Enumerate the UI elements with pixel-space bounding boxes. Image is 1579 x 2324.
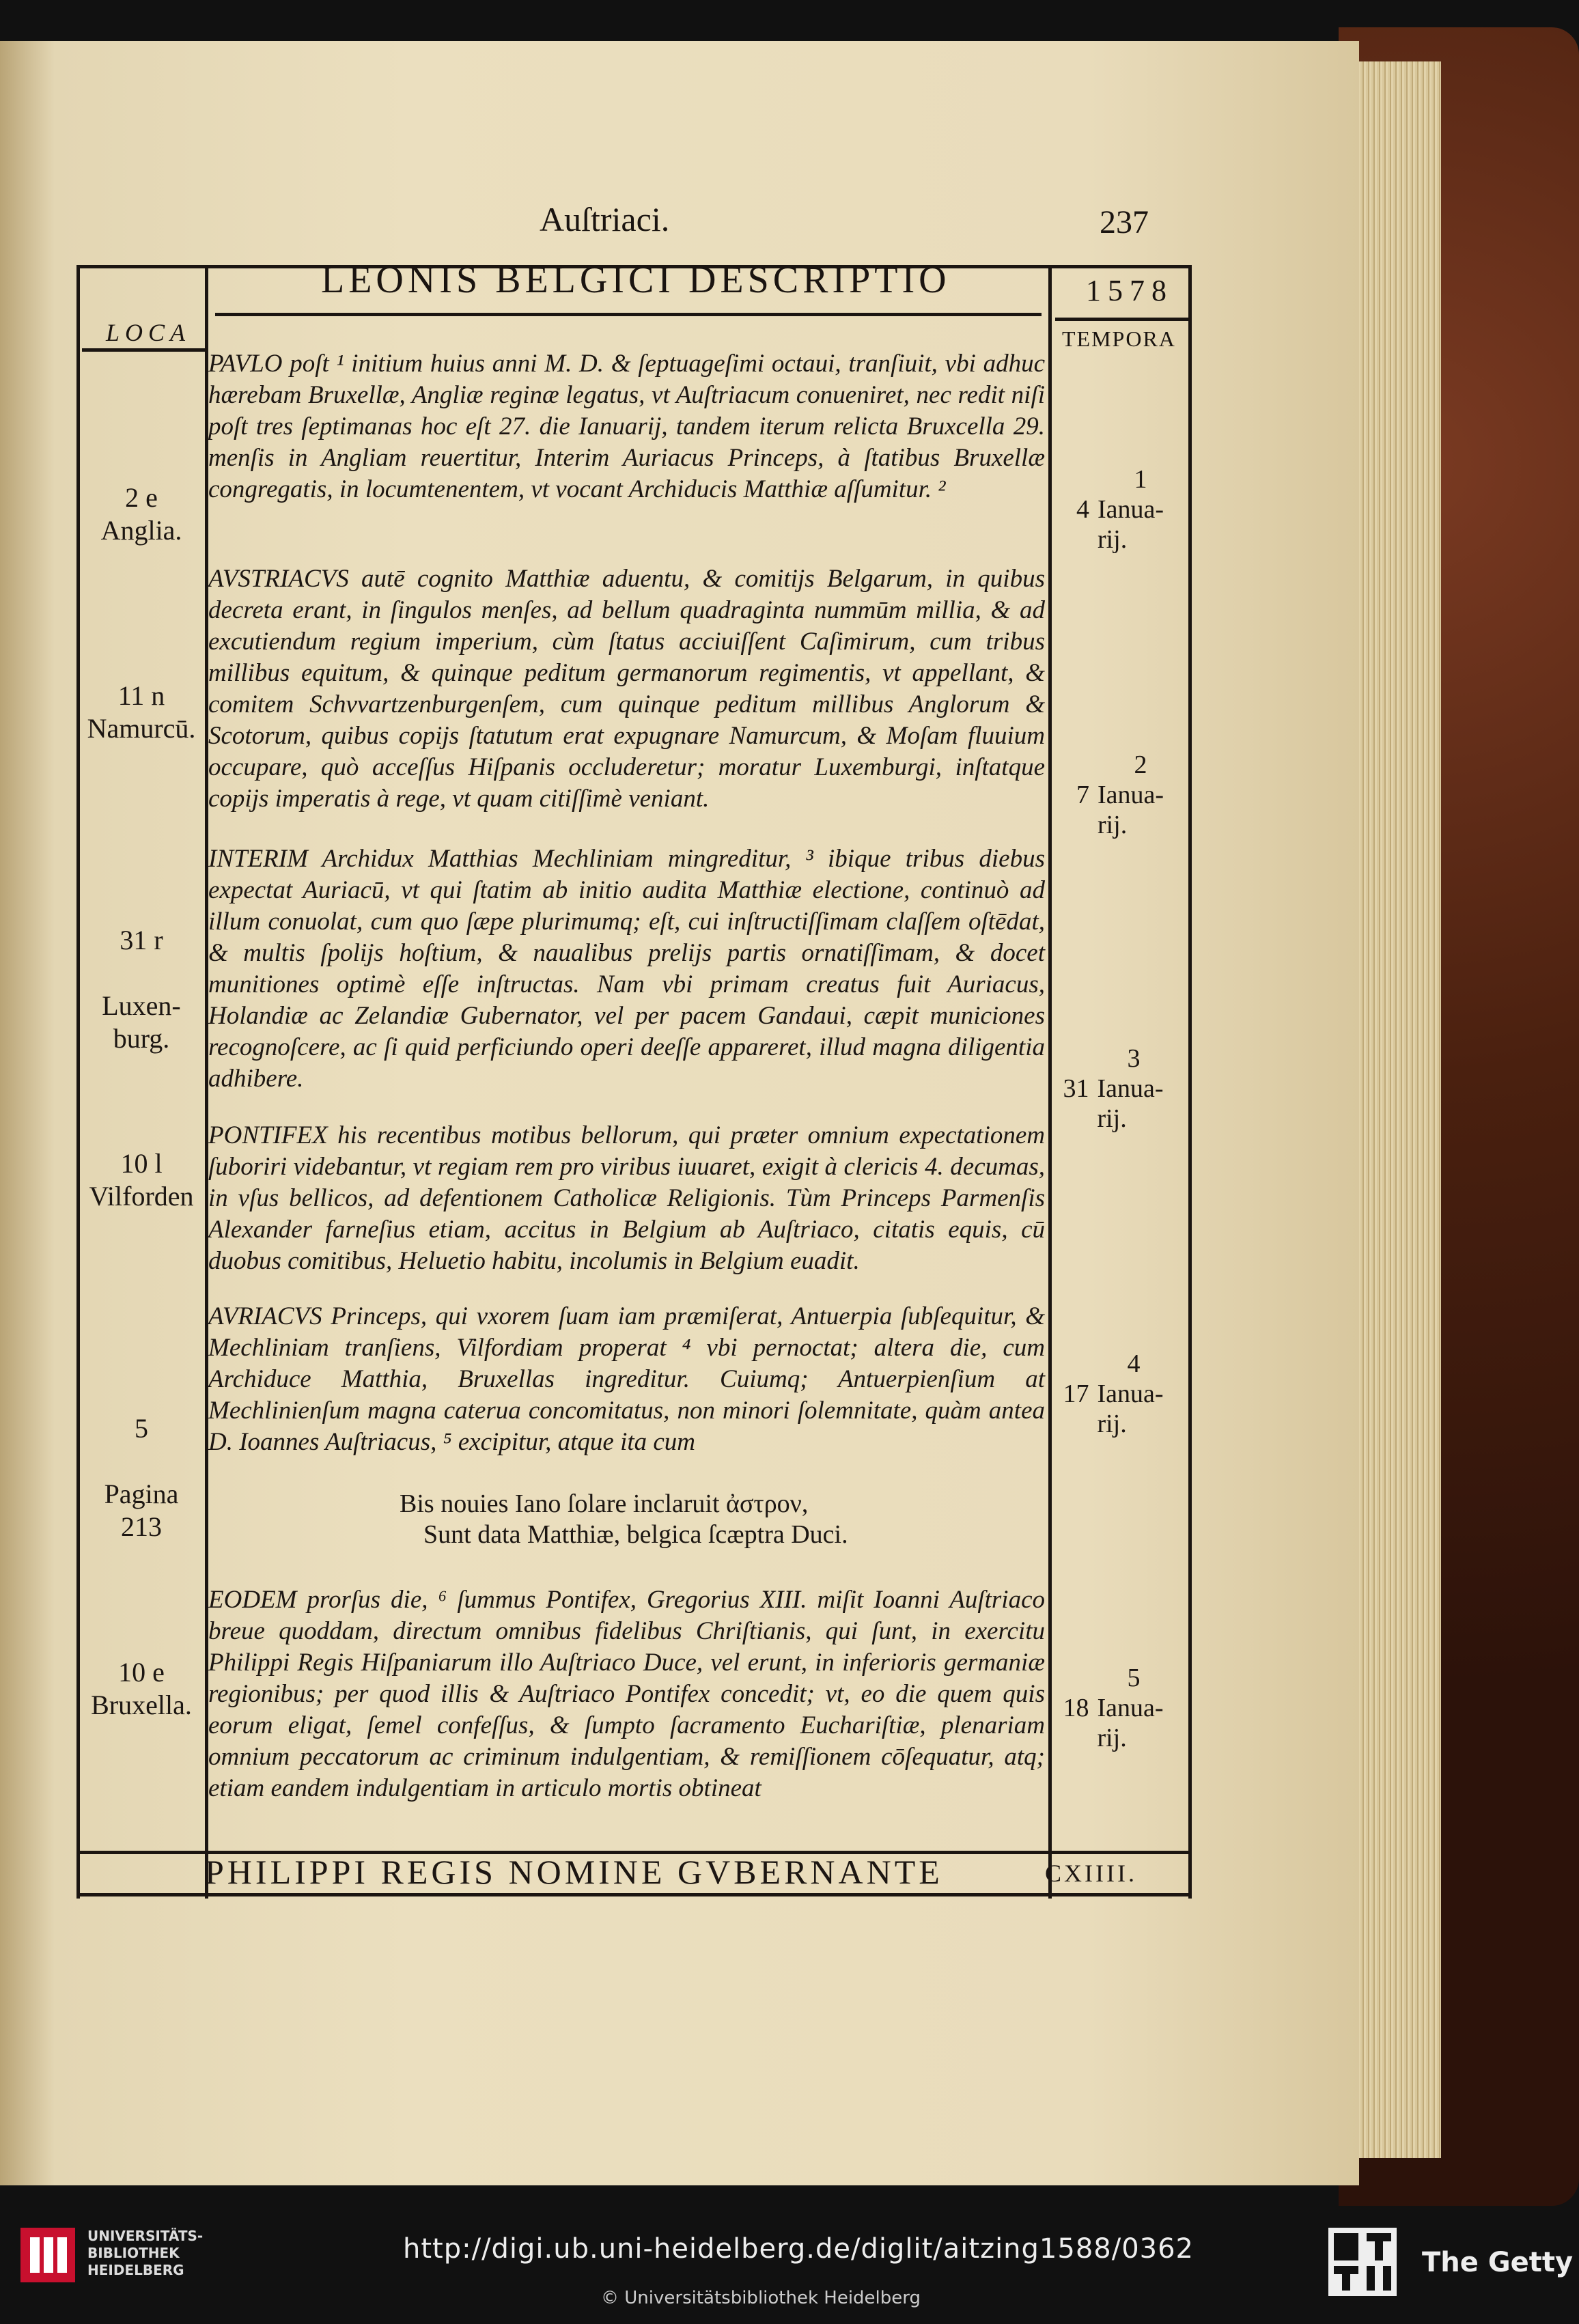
tempora-num: 2 <box>1134 751 1147 779</box>
loca-place: Luxen- burg. <box>102 990 181 1054</box>
tempora-entry <box>1048 1663 1178 1753</box>
footer-rule <box>76 1893 1190 1896</box>
tempora-entry <box>1055 750 1185 840</box>
tempora-num: 4 <box>1127 1349 1141 1378</box>
loca-note <box>76 680 206 745</box>
loca-note <box>76 481 206 547</box>
loca-place: Vilforden <box>89 1181 194 1212</box>
paragraph-eodem: EODEM prorſus die, ⁶ ſummus Pontifex, Gregorius XIII. miſit Ioanni Auſtriaco breue quoddam, directum omnibus fidelibus Chriſtianis, qui ſunt, in exercitu Philippi Regis Hiſpaniarum illo Auſtriaco Duce, vel erunt, in inferioris germaniæ regionibus; per quod illis & Auſtriaco Pontifex concedit; vt, eo die quem quis eorum eligat, ſemel confeſſus, & ſumpto ſacramento Euchariſtiæ, plenariam omnium peccatorum ac criminum indulgentiam, & remiſſionem cōſequatur, atq; etiam eandem indulgentiam in articulo mortis obtineat <box>208 1586 1045 1802</box>
page-number: 237 <box>1100 204 1149 240</box>
tempora-entry <box>1048 1349 1178 1439</box>
loca-place: Pagina 213 <box>104 1479 179 1542</box>
loca-note <box>76 1147 206 1213</box>
loca-marker: 10 e <box>118 1657 165 1688</box>
loca-place: Anglia. <box>100 515 182 546</box>
loca-place: Namurcū. <box>87 713 196 744</box>
loca-marker: 5 <box>135 1413 148 1444</box>
permalink-url[interactable]: http://digi.ub.uni-heidelberg.de/diglit/aitzing1588/0362 <box>403 2233 1194 2265</box>
tempora-day: 31 <box>1063 1074 1089 1103</box>
loca-rule <box>82 348 205 352</box>
tempora-label: TEMPORA <box>1062 326 1176 351</box>
verse-line-1: Bis nouies Iano ſolare inclaruit ἀστρον, <box>400 1489 809 1518</box>
copyright-text: © Universitätsbibliothek Heidelberg <box>601 2288 921 2308</box>
loca-place: Bruxella. <box>91 1690 192 1720</box>
loca-note <box>76 891 206 1088</box>
verse-line-2: Sunt data Matthiæ, belgica ſcæptra Duci. <box>423 1520 848 1549</box>
tempora-num: 5 <box>1127 1664 1141 1692</box>
loca-marker: 2 e <box>125 482 158 513</box>
tempora-month: Ianua- rij. <box>1097 495 1164 554</box>
header-year: 1578 <box>1086 274 1173 307</box>
tempora-month: Ianua- rij. <box>1097 1074 1164 1133</box>
running-title: Auſtriaci. <box>540 200 670 238</box>
getty-logo-icon <box>1328 2228 1397 2296</box>
tempora-month: Ianua- rij. <box>1097 1694 1164 1752</box>
paragraph-auriacus: AVRIACVS Princeps, qui vxorem ſuam iam præmiſerat, Antuerpia ſubſequitur, & Mechliniam tranſiens, Vilfordiam properat ⁴ vbi pernoctat; altera die, cum Archiduce Matthia, Bruxellas ingreditur. Cuiumq; Antuerpienſium at Mechlinienſum magna caterua concomitatus, non minori ſolemnitate, quàm antea D. Ioannes Auſtriacus, ⁵ excipitur, atque ita cum <box>208 1302 1045 1456</box>
loca-note <box>76 1380 206 1576</box>
frame-right-line <box>1188 265 1192 1899</box>
tempora-num: 1 <box>1134 465 1147 494</box>
tempora-month: Ianua- rij. <box>1097 1380 1164 1438</box>
tempora-rule <box>1055 318 1188 321</box>
library-name: UNIVERSITÄTS- BIBLIOTHEK HEIDELBERG <box>87 2228 204 2278</box>
tempora-day: 17 <box>1063 1380 1089 1408</box>
loca-note <box>76 1656 206 1722</box>
getty-name: The Getty <box>1422 2247 1574 2278</box>
paragraph-interim: INTERIM Archidux Matthias Mechliniam mingreditur, ³ ibique tribus diebus expectat Auriacū, vt qui ſtatim ab initio audita Matthiæ electione, continuò ad illum conuolat, cum quo ſæpe plurimumq; eſt, cui inſtructiſſimam claſſem oſtēdat, & multis ſpolijs hoſtium, & naualibus prelijs partis ornatiſſimam, & docet munitiones optimè eſſe inſtructas. Nam vbi primam creatus fuit Auriacus, Holandiæ ac Zelandiæ Gubernator, vel per pacem Gandaui, cæpit municiones recognoſcere, ac ſi quid perficiundo operi deeſſe appareret, illud magna diligentia adhibere. <box>208 845 1045 1093</box>
tempora-num: 3 <box>1127 1044 1141 1073</box>
loca-marker: 31 r <box>120 925 163 955</box>
tempora-day: 4 <box>1076 495 1089 524</box>
loca-marker: 10 l <box>120 1148 163 1179</box>
university-library-logo-icon <box>20 2228 75 2282</box>
tempora-entry <box>1055 464 1185 555</box>
tempora-day: 7 <box>1076 781 1089 809</box>
tempora-day: 18 <box>1063 1694 1089 1722</box>
footer-folio: CXIIII. <box>1045 1860 1137 1887</box>
header-rule <box>215 313 1042 316</box>
paragraph-pontifex: PONTIFEX his recentibus motibus bellorum, qui præter omnium expectationem ſuboriri videbantur, vt regiam rem pro viribus iuuaret, exigit à clericis 4. decumas, in vſus bellicos, ad defentionem Catholicæ Religionis. Tùm Princeps Parmenſis Alexander farneſius etiam, accitus in Belgium ab Auſtriaco, citatis equis, cū duobus comitibus, Heluetio habitu, incolumis in Belgium euadit. <box>208 1121 1045 1275</box>
tempora-entry <box>1048 1044 1178 1134</box>
loca-marker: 11 n <box>117 680 165 711</box>
loca-label: LOCA <box>106 319 191 346</box>
paragraph-paulo: PAVLO poſt ¹ initium huius anni M. D. & ſeptuageſimi octaui, tranſiuit, vbi adhuc hærebam Bruxellæ, Angliæ reginæ legatus, vt Auſtriacum conueniret, nec redit niſi poſt tres ſeptimanas hoc eſt 27. die Ianuarij, tandem iterum relicta Bruxcella 29. menſis in Angliam reuertitur, Interim Auriacus Princeps, à ſtatibus Bruxellæ congregatis, in locumtenentem, vt vocant Archiducis Matthiæ aſſumitur. ² <box>208 350 1045 503</box>
page-header: LEONIS BELGICI DESCRIPTIO <box>321 259 951 301</box>
tempora-month: Ianua- rij. <box>1097 781 1164 839</box>
paragraph-austriacus: AVSTRIACVS autē cognito Matthiæ aduentu, & comitijs Belgarum, in quibus decreta erant, in ſingulos menſes, ad bellum quadraginta nummūm millia, & ad excutiendum regium imperium, cùm ſtatus acciuiſſent Caſimirum, cum tribus millibus equitum, & quinque peditum germanorum regimentis, vt appellant, & comitem Schvvartzenburgenſem, cum quinque peditum millibus Anglorum & Scotorum, quibus copijs ſtatutum erat expugnare Namurcum, & Moſam fluuium occupare, quò acceſſus Hiſpanis occluderetur; moratur Luxemburgi, inſtatque copijs imperatis à rege, vt quam citiſſimè veniant. <box>208 565 1045 813</box>
footer-title: PHILIPPI REGIS NOMINE GVBERNANTE <box>205 1853 943 1891</box>
